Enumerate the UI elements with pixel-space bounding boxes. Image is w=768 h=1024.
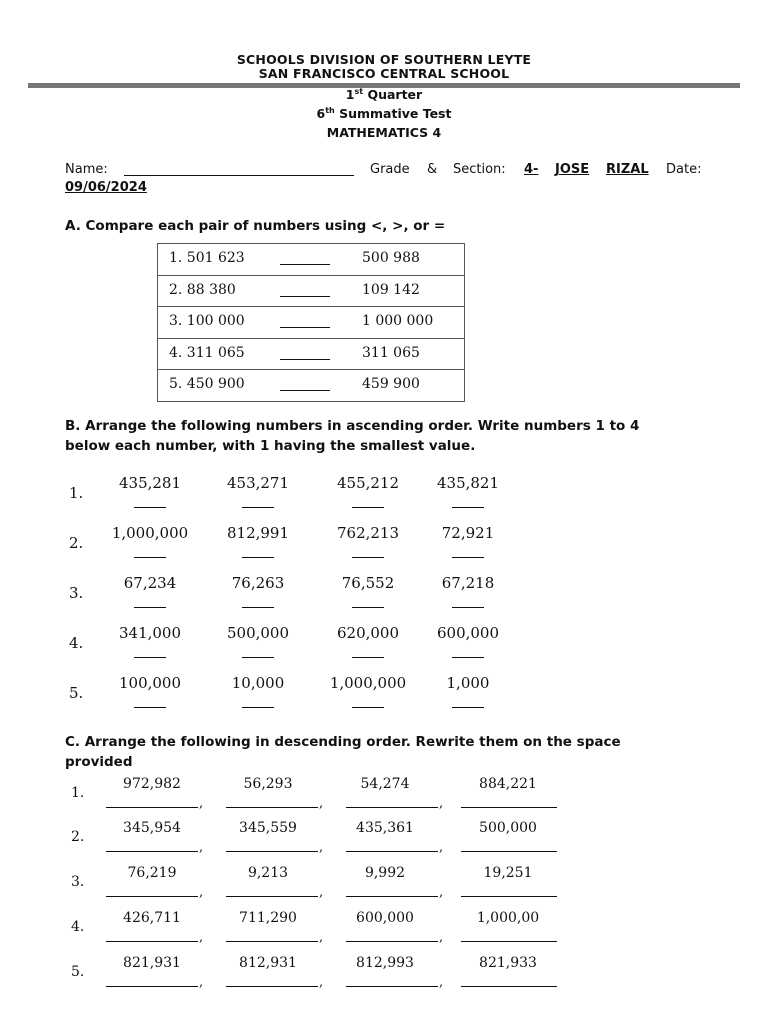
table-row bbox=[158, 275, 465, 307]
left-number: 3. 100 000 bbox=[169, 313, 245, 330]
number-value: 67,218 bbox=[441, 574, 495, 592]
right-number: 311 065 bbox=[362, 344, 420, 361]
right-number: 500 988 bbox=[362, 250, 420, 267]
number-value: 812,993 bbox=[356, 955, 414, 971]
row-number: 1. bbox=[69, 484, 84, 502]
number-value: 972,982 bbox=[123, 776, 181, 792]
row-number: 2. bbox=[69, 534, 84, 552]
answer-blank[interactable] bbox=[280, 327, 330, 328]
answer-line[interactable] bbox=[226, 986, 318, 987]
separator-comma: , bbox=[439, 796, 444, 811]
comparison-table bbox=[157, 243, 465, 402]
number-value: 821,931 bbox=[123, 955, 181, 971]
name-label: Name: bbox=[65, 162, 108, 177]
number-value: 100,000 bbox=[118, 674, 182, 692]
answer-line[interactable] bbox=[461, 851, 557, 852]
number-value: 812,931 bbox=[239, 955, 297, 971]
answer-blank[interactable] bbox=[280, 359, 330, 360]
left-number: 5. 450 900 bbox=[169, 376, 245, 393]
separator-comma: , bbox=[199, 930, 204, 945]
left-number: 1. 501 623 bbox=[169, 250, 245, 267]
separator-comma: , bbox=[439, 975, 444, 990]
test-word: Summative Test bbox=[339, 106, 452, 122]
quarter-suffix: st bbox=[354, 87, 364, 96]
rank-blank[interactable] bbox=[134, 557, 166, 558]
right-number: 109 142 bbox=[362, 281, 420, 298]
rank-blank[interactable] bbox=[242, 607, 274, 608]
rank-blank[interactable] bbox=[352, 657, 384, 658]
answer-line[interactable] bbox=[106, 986, 198, 987]
number-value: 435,361 bbox=[356, 820, 414, 836]
section-b-title-line1: B. Arrange the following numbers in ascending order. Write numbers 1 to 4 bbox=[65, 418, 640, 434]
separator-comma: , bbox=[199, 885, 204, 900]
quarter-number: 1 bbox=[345, 87, 355, 103]
school-title: SAN FRANCISCO CENTRAL SCHOOL bbox=[258, 66, 510, 81]
quarter-word: Quarter bbox=[367, 87, 423, 103]
number-value: 500,000 bbox=[479, 820, 537, 836]
answer-line[interactable] bbox=[106, 896, 198, 897]
answer-line[interactable] bbox=[226, 896, 318, 897]
table-row bbox=[158, 338, 465, 370]
number-value: 435,821 bbox=[436, 474, 500, 492]
rank-blank[interactable] bbox=[352, 507, 384, 508]
answer-line[interactable] bbox=[346, 851, 438, 852]
rank-blank[interactable] bbox=[452, 507, 484, 508]
rank-blank[interactable] bbox=[352, 557, 384, 558]
answer-line[interactable] bbox=[346, 807, 438, 808]
date-value: 09/06/2024 bbox=[65, 180, 147, 195]
answer-line[interactable] bbox=[106, 941, 198, 942]
test-suffix: th bbox=[325, 106, 335, 115]
separator-comma: , bbox=[319, 975, 324, 990]
subject-title: MATHEMATICS 4 bbox=[326, 125, 442, 140]
number-value: 54,274 bbox=[360, 776, 410, 792]
number-value: 72,921 bbox=[441, 524, 495, 542]
table-row bbox=[158, 370, 465, 402]
answer-line[interactable] bbox=[461, 896, 557, 897]
row-number: 1. bbox=[71, 785, 85, 801]
grade-label: Grade bbox=[370, 162, 410, 177]
answer-blank[interactable] bbox=[280, 296, 330, 297]
quarter-line bbox=[0, 87, 768, 102]
section-c-title-line1: C. Arrange the following in descending order. Rewrite them on the space bbox=[65, 734, 621, 750]
section-value: 4- bbox=[524, 162, 539, 177]
date-label: Date: bbox=[666, 162, 702, 177]
rank-blank[interactable] bbox=[134, 507, 166, 508]
answer-line[interactable] bbox=[346, 941, 438, 942]
number-value: 10,000 bbox=[231, 674, 285, 692]
separator-comma: , bbox=[319, 930, 324, 945]
test-number: 6 bbox=[316, 106, 326, 122]
number-value: 1,000,00 bbox=[476, 910, 540, 926]
rank-blank[interactable] bbox=[452, 707, 484, 708]
row-number: 4. bbox=[71, 919, 85, 935]
separator-comma: , bbox=[199, 840, 204, 855]
number-value: 435,281 bbox=[118, 474, 182, 492]
section-a-title: A. Compare each pair of numbers using <, >, or = bbox=[65, 218, 446, 234]
number-value: 455,212 bbox=[336, 474, 400, 492]
number-value: 453,271 bbox=[226, 474, 290, 492]
rank-blank[interactable] bbox=[242, 657, 274, 658]
rank-blank[interactable] bbox=[352, 707, 384, 708]
rank-blank[interactable] bbox=[134, 607, 166, 608]
rank-blank[interactable] bbox=[242, 507, 274, 508]
right-number: 459 900 bbox=[362, 376, 420, 393]
number-value: 600,000 bbox=[436, 624, 500, 642]
row-number: 5. bbox=[69, 684, 84, 702]
left-number: 4. 311 065 bbox=[169, 344, 245, 361]
number-value: 600,000 bbox=[356, 910, 414, 926]
number-value: 345,954 bbox=[123, 820, 181, 836]
rank-blank[interactable] bbox=[452, 607, 484, 608]
table-row bbox=[158, 307, 465, 339]
name-field[interactable] bbox=[124, 175, 354, 176]
rank-blank[interactable] bbox=[452, 557, 484, 558]
row-number: 2. bbox=[71, 829, 85, 845]
rank-blank[interactable] bbox=[242, 557, 274, 558]
answer-line[interactable] bbox=[226, 851, 318, 852]
answer-line[interactable] bbox=[106, 851, 198, 852]
rank-blank[interactable] bbox=[452, 657, 484, 658]
number-value: 500,000 bbox=[226, 624, 290, 642]
number-value: 711,290 bbox=[239, 910, 297, 926]
number-value: 884,221 bbox=[479, 776, 537, 792]
answer-line[interactable] bbox=[461, 986, 557, 987]
number-value: 56,293 bbox=[243, 776, 293, 792]
number-value: 76,263 bbox=[231, 574, 285, 592]
row-number: 3. bbox=[69, 584, 84, 602]
number-value: 19,251 bbox=[483, 865, 533, 881]
number-value: 9,992 bbox=[364, 865, 406, 881]
separator-comma: , bbox=[199, 975, 204, 990]
section-b-title-line2: below each number, with 1 having the smallest value. bbox=[65, 438, 476, 454]
number-value: 821,933 bbox=[479, 955, 537, 971]
number-value: 620,000 bbox=[336, 624, 400, 642]
answer-line[interactable] bbox=[106, 807, 198, 808]
number-value: 67,234 bbox=[123, 574, 177, 592]
test-line bbox=[0, 106, 768, 121]
row-number: 4. bbox=[69, 634, 84, 652]
separator-comma: , bbox=[319, 840, 324, 855]
number-value: 76,552 bbox=[341, 574, 395, 592]
number-value: 341,000 bbox=[118, 624, 182, 642]
right-number: 1 000 000 bbox=[362, 313, 434, 330]
rank-blank[interactable] bbox=[134, 657, 166, 658]
left-number: 2. 88 380 bbox=[169, 281, 236, 298]
section-c-title-line2: provided bbox=[65, 754, 133, 770]
number-value: 345,559 bbox=[239, 820, 297, 836]
row-number: 3. bbox=[71, 874, 85, 890]
section-label: Section: bbox=[453, 162, 506, 177]
answer-line[interactable] bbox=[461, 941, 557, 942]
separator-comma: , bbox=[319, 885, 324, 900]
number-value: 1,000 bbox=[446, 674, 490, 692]
answer-line[interactable] bbox=[226, 807, 318, 808]
row-number: 5. bbox=[71, 964, 85, 980]
separator-comma: , bbox=[439, 840, 444, 855]
separator-comma: , bbox=[319, 796, 324, 811]
number-value: 1,000,000 bbox=[111, 524, 189, 542]
rank-blank[interactable] bbox=[134, 707, 166, 708]
answer-line[interactable] bbox=[346, 986, 438, 987]
number-value: 426,711 bbox=[123, 910, 181, 926]
answer-line[interactable] bbox=[346, 896, 438, 897]
separator-comma: , bbox=[199, 796, 204, 811]
division-title: SCHOOLS DIVISION OF SOUTHERN LEYTE bbox=[236, 52, 532, 67]
section-name-last: RIZAL bbox=[606, 162, 649, 177]
rank-blank[interactable] bbox=[242, 707, 274, 708]
ampersand: & bbox=[427, 162, 438, 177]
answer-blank[interactable] bbox=[280, 264, 330, 265]
table-row bbox=[158, 244, 465, 276]
answer-blank[interactable] bbox=[280, 390, 330, 391]
rank-blank[interactable] bbox=[352, 607, 384, 608]
separator-comma: , bbox=[439, 885, 444, 900]
answer-line[interactable] bbox=[226, 941, 318, 942]
number-value: 762,213 bbox=[336, 524, 400, 542]
number-value: 812,991 bbox=[226, 524, 290, 542]
separator-comma: , bbox=[439, 930, 444, 945]
number-value: 76,219 bbox=[127, 865, 177, 881]
section-name-first: JOSE bbox=[555, 162, 590, 177]
number-value: 9,213 bbox=[247, 865, 289, 881]
answer-line[interactable] bbox=[461, 807, 557, 808]
number-value: 1,000,000 bbox=[329, 674, 407, 692]
